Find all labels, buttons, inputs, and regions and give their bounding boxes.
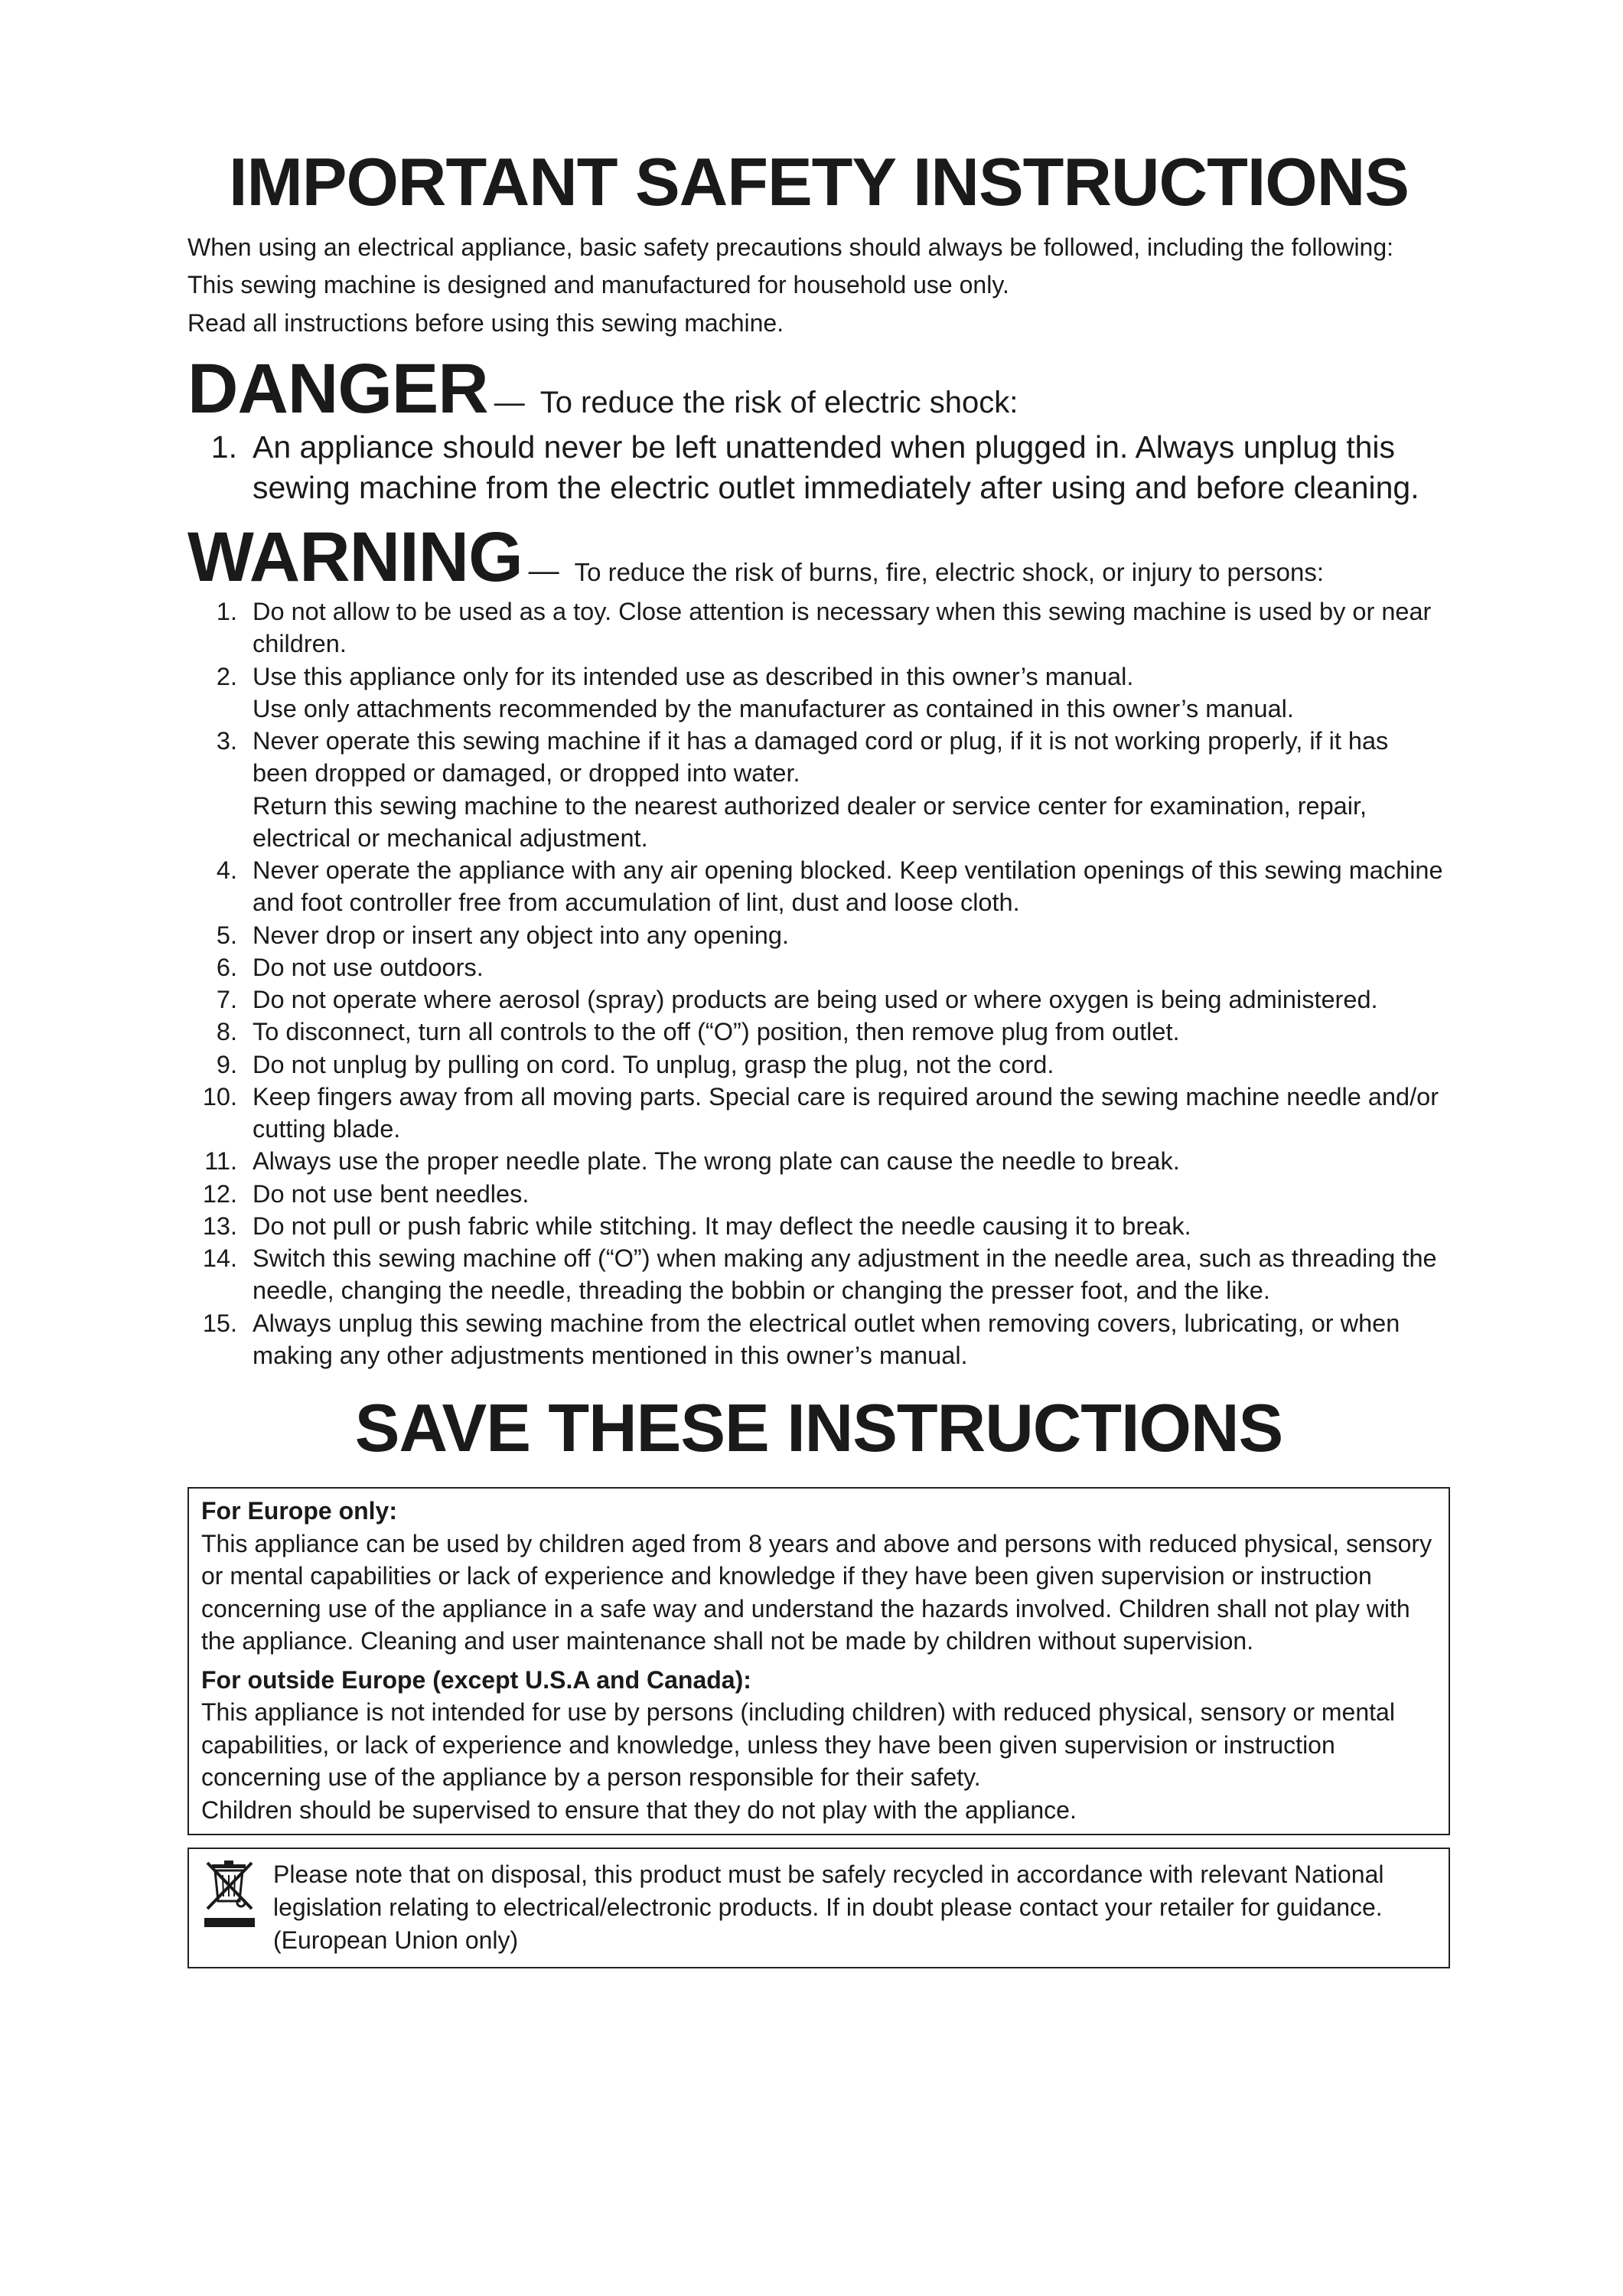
list-item xyxy=(187,427,1450,509)
list-item xyxy=(187,919,1450,951)
item-number: 14. xyxy=(202,1244,237,1273)
item-number: 13. xyxy=(202,1212,237,1240)
warning-word: WARNING xyxy=(187,518,523,597)
item-text: Do not allow to be used as a toy. Close attention is necessary when this sewing machine is used by or near children. xyxy=(253,598,1432,658)
item-number: 12. xyxy=(202,1179,237,1208)
item-text: Do not use outdoors. xyxy=(253,953,484,981)
item-text: An appliance should never be left unattended when plugged in. Always unplug this sewing machine from the electric outlet immediately after using and before cleaning. xyxy=(253,429,1419,505)
item-number: 11. xyxy=(204,1147,237,1176)
item-number: 5. xyxy=(216,921,237,949)
item-text: Always use the proper needle plate. The wrong plate can cause the needle to break. xyxy=(253,1147,1180,1176)
list-item xyxy=(187,1049,1450,1081)
list-item xyxy=(187,1081,1450,1146)
item-number: 7. xyxy=(216,986,237,1014)
intro-paragraph: This sewing machine is designed and manufactured for household use only. xyxy=(187,271,1009,299)
item-number: 9. xyxy=(216,1050,237,1078)
list-item xyxy=(187,854,1450,919)
item-number: 6. xyxy=(216,953,237,981)
item-text: Never drop or insert any object into any opening. xyxy=(253,921,789,949)
danger-list xyxy=(187,427,1450,509)
intro-paragraph: Read all instructions before using this sewing machine. xyxy=(187,308,784,337)
item-text: Use this appliance only for its intended use as described in this owner’s manual. Use only attachments recommended by the manufacturer as contained in this owner’s manual. xyxy=(253,662,1294,722)
list-item xyxy=(187,660,1450,726)
danger-heading xyxy=(187,349,1450,428)
europe-heading: For Europe only: xyxy=(201,1496,397,1525)
page xyxy=(187,145,1450,1968)
warning-heading xyxy=(187,518,1450,597)
item-number: 8. xyxy=(216,1018,237,1046)
item-text: Never operate the appliance with any air opening blocked. Keep ventilation openings of this sewing machine and foot controller free from accumulation of lint, dust and loose cloth. xyxy=(253,856,1443,917)
list-item xyxy=(187,595,1450,660)
item-number: 1. xyxy=(210,429,237,465)
danger-dash: — xyxy=(494,385,525,419)
item-number: 15. xyxy=(202,1309,237,1337)
list-item xyxy=(187,1210,1450,1242)
item-text: Never operate this sewing machine if it has a damaged cord or plug, if it is not working properly, if it has been dropped or damaged, or dropped into water. Return this sewing machine to the nearest authorized dealer or service center for examination, repair, electrical or mechanical adjustment. xyxy=(253,727,1389,852)
warning-dash: — xyxy=(528,554,559,589)
list-item xyxy=(187,983,1450,1016)
list-item xyxy=(187,725,1450,854)
page-title: IMPORTANT SAFETY INSTRUCTIONS xyxy=(229,144,1409,220)
list-item xyxy=(187,1016,1450,1048)
list-item xyxy=(187,1145,1450,1177)
europe-text: This appliance can be used by children aged from 8 years and above and persons with reduced physical, sensory or mental capabilities or lack of experience and knowledge if they have been given supervision or instruction concerning use of the appliance in a safe way and understand the hazards involved. Children shall not play with the appliance. Cleaning and user maintenance shall not be made by children without supervision. xyxy=(201,1529,1432,1655)
danger-text: To reduce the risk of electric shock: xyxy=(539,385,1018,419)
crossed-out-wheelie-bin-icon xyxy=(201,1858,262,1956)
list-item xyxy=(187,1307,1450,1372)
item-number: 3. xyxy=(216,727,237,755)
intro xyxy=(187,232,1450,340)
disposal-notice-box xyxy=(187,1848,1450,1968)
item-text: To disconnect, turn all controls to the off (“O”) position, then remove plug from outlet. xyxy=(253,1018,1180,1046)
regional-notice-box xyxy=(187,1487,1450,1835)
item-text: Do not use bent needles. xyxy=(253,1179,530,1208)
list-item xyxy=(187,951,1450,983)
warning-text: To reduce the risk of burns, fire, electric shock, or injury to persons: xyxy=(574,558,1325,587)
item-text: Do not operate where aerosol (spray) products are being used or where oxygen is being administered. xyxy=(253,986,1378,1014)
item-text: Keep fingers away from all moving parts. Special care is required around the sewing machine needle and/or cutting blade. xyxy=(253,1082,1439,1143)
item-text: Do not pull or push fabric while stitching. It may deflect the needle causing it to break. xyxy=(253,1212,1191,1240)
save-instructions-title: SAVE THESE INSTRUCTIONS xyxy=(354,1390,1283,1466)
outside-europe-heading: For outside Europe (except U.S.A and Canada): xyxy=(201,1665,751,1694)
item-number: 10. xyxy=(202,1082,237,1110)
list-item xyxy=(187,1242,1450,1307)
item-number: 1. xyxy=(216,598,237,626)
warning-list xyxy=(187,595,1450,1371)
outside-europe-text: This appliance is not intended for use by persons (including children) with reduced physical, sensory or mental capabilities, or lack of experience and knowledge, unless they have been given supervision or instruction concerning use of the appliance by a person responsible for their safety. xyxy=(201,1698,1395,1792)
outside-europe-text-2: Children should be supervised to ensure that they do not play with the appliance. xyxy=(201,1795,1077,1824)
item-text: Always unplug this sewing machine from the electrical outlet when removing covers, lubricating, or when making any other adjustments mentioned in this owner’s manual. xyxy=(253,1309,1400,1369)
disposal-text: Please note that on disposal, this product must be safely recycled in accordance with relevant National legislation relating to electrical/electronic products. If in doubt please contact your retailer for guidance. (European Union only) xyxy=(273,1861,1384,1954)
intro-paragraph: When using an electrical appliance, basic safety precautions should always be followed, including the following: xyxy=(187,233,1394,261)
item-number: 2. xyxy=(216,662,237,690)
danger-word: DANGER xyxy=(187,349,488,428)
list-item xyxy=(187,1178,1450,1210)
item-number: 4. xyxy=(216,856,237,885)
item-text: Switch this sewing machine off (“O”) when making any adjustment in the needle area, such as threading the needle, changing the needle, threading the bobbin or changing the presser foot, and the like. xyxy=(253,1244,1437,1305)
item-text: Do not unplug by pulling on cord. To unplug, grasp the plug, not the cord. xyxy=(253,1050,1054,1078)
